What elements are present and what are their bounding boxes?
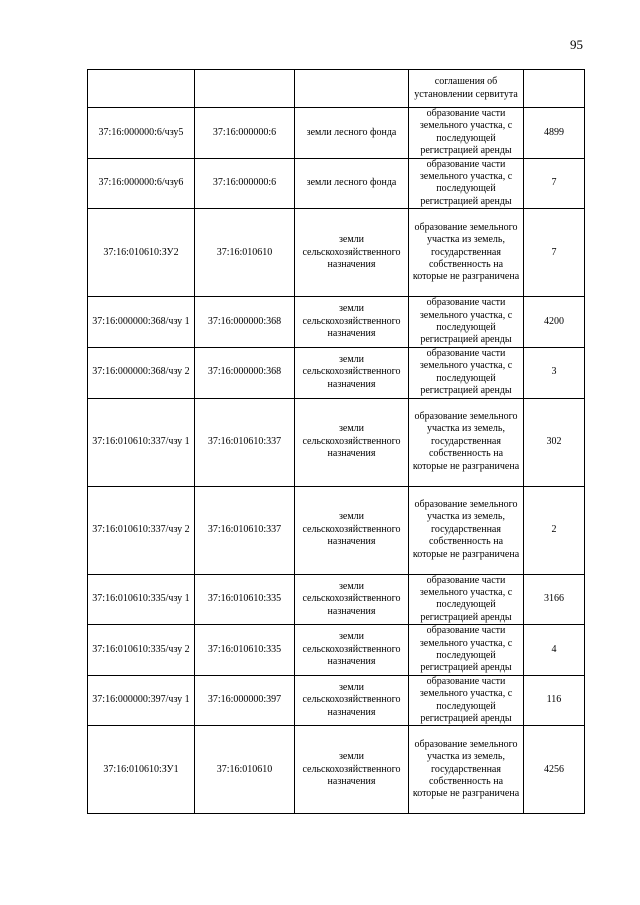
parcel-number-cell: 37:16:000000:6 xyxy=(195,158,295,209)
area-cell: 2 xyxy=(524,486,585,574)
area-cell: 3166 xyxy=(524,574,585,625)
table-row xyxy=(88,209,585,297)
purpose-cell: образование земельного участка из земель, государственная собственность на которые не разграничена xyxy=(409,209,524,297)
land-category-cell: земли сельскохозяйственного назначения xyxy=(295,726,409,814)
table-row xyxy=(88,398,585,486)
purpose-cell: образование земельного участка из земель, государственная собственность на которые не разграничена xyxy=(409,398,524,486)
table-row xyxy=(88,70,585,108)
parcel-number-cell: 37:16:010610:337 xyxy=(195,486,295,574)
table-row xyxy=(88,726,585,814)
plot-id-cell: 37:16:010610:335/чзу 2 xyxy=(88,625,195,676)
parcel-number-cell: 37:16:010610 xyxy=(195,209,295,297)
land-plots-table xyxy=(87,69,585,814)
table-row xyxy=(88,297,585,348)
area-cell: 7 xyxy=(524,209,585,297)
area-cell: 4200 xyxy=(524,297,585,348)
land-category-cell: земли сельскохозяйственного назначения xyxy=(295,347,409,398)
parcel-number-cell: 37:16:000000:397 xyxy=(195,675,295,726)
page-number: 95 xyxy=(570,37,583,52)
purpose-cell: образование части земельного участка, с последующей регистрацией аренды xyxy=(409,108,524,159)
parcel-number-cell: 37:16:000000:368 xyxy=(195,297,295,348)
parcel-number-cell: 37:16:010610:335 xyxy=(195,625,295,676)
land-category-cell: земли сельскохозяйственного назначения xyxy=(295,486,409,574)
plot-id-cell: 37:16:010610:337/чзу 1 xyxy=(88,398,195,486)
parcel-number-cell: 37:16:000000:6 xyxy=(195,108,295,159)
table-row xyxy=(88,574,585,625)
land-category-cell: земли сельскохозяйственного назначения xyxy=(295,297,409,348)
purpose-cell: образование части земельного участка, с последующей регистрацией аренды xyxy=(409,574,524,625)
purpose-cell: образование части земельного участка, с последующей регистрацией аренды xyxy=(409,625,524,676)
plot-id-cell: 37:16:010610:ЗУ2 xyxy=(88,209,195,297)
purpose-cell: образование земельного участка из земель, государственная собственность на которые не разграничена xyxy=(409,726,524,814)
area-cell: 4256 xyxy=(524,726,585,814)
plot-id-cell: 37:16:010610:ЗУ1 xyxy=(88,726,195,814)
land-category-cell: земли сельскохозяйственного назначения xyxy=(295,574,409,625)
table-row xyxy=(88,625,585,676)
table-row xyxy=(88,158,585,209)
table-row xyxy=(88,347,585,398)
purpose-cell: образование части земельного участка, с последующей регистрацией аренды xyxy=(409,675,524,726)
plot-id-cell: 37:16:010610:335/чзу 1 xyxy=(88,574,195,625)
area-cell: 116 xyxy=(524,675,585,726)
land-category-cell: земли лесного фонда xyxy=(295,108,409,159)
land-category-cell: земли сельскохозяйственного назначения xyxy=(295,675,409,726)
parcel-number-cell: 37:16:010610 xyxy=(195,726,295,814)
land-category-cell: земли сельскохозяйственного назначения xyxy=(295,209,409,297)
land-category-cell: земли лесного фонда xyxy=(295,158,409,209)
table-row xyxy=(88,675,585,726)
purpose-cell: образование земельного участка из земель, государственная собственность на которые не разграничена xyxy=(409,486,524,574)
area-cell: 3 xyxy=(524,347,585,398)
purpose-cell: образование части земельного участка, с последующей регистрацией аренды xyxy=(409,347,524,398)
plot-id-cell: 37:16:000000:368/чзу 1 xyxy=(88,297,195,348)
purpose-cell: образование части земельного участка, с последующей регистрацией аренды xyxy=(409,158,524,209)
plot-id-cell: 37:16:000000:397/чзу 1 xyxy=(88,675,195,726)
land-category-cell xyxy=(295,70,409,108)
plot-id-cell: 37:16:000000:6/чзу5 xyxy=(88,108,195,159)
purpose-cell: образование части земельного участка, с последующей регистрацией аренды xyxy=(409,297,524,348)
plot-id-cell: 37:16:010610:337/чзу 2 xyxy=(88,486,195,574)
parcel-number-cell: 37:16:010610:337 xyxy=(195,398,295,486)
parcel-number-cell: 37:16:010610:335 xyxy=(195,574,295,625)
area-cell: 4899 xyxy=(524,108,585,159)
plot-id-cell xyxy=(88,70,195,108)
area-cell: 302 xyxy=(524,398,585,486)
plot-id-cell: 37:16:000000:6/чзу6 xyxy=(88,158,195,209)
land-category-cell: земли сельскохозяйственного назначения xyxy=(295,398,409,486)
area-cell: 4 xyxy=(524,625,585,676)
area-cell xyxy=(524,70,585,108)
plot-id-cell: 37:16:000000:368/чзу 2 xyxy=(88,347,195,398)
purpose-cell: соглашения об установлении сервитута xyxy=(409,70,524,108)
table-row xyxy=(88,486,585,574)
parcel-number-cell: 37:16:000000:368 xyxy=(195,347,295,398)
parcel-number-cell xyxy=(195,70,295,108)
table-row xyxy=(88,108,585,159)
land-category-cell: земли сельскохозяйственного назначения xyxy=(295,625,409,676)
area-cell: 7 xyxy=(524,158,585,209)
